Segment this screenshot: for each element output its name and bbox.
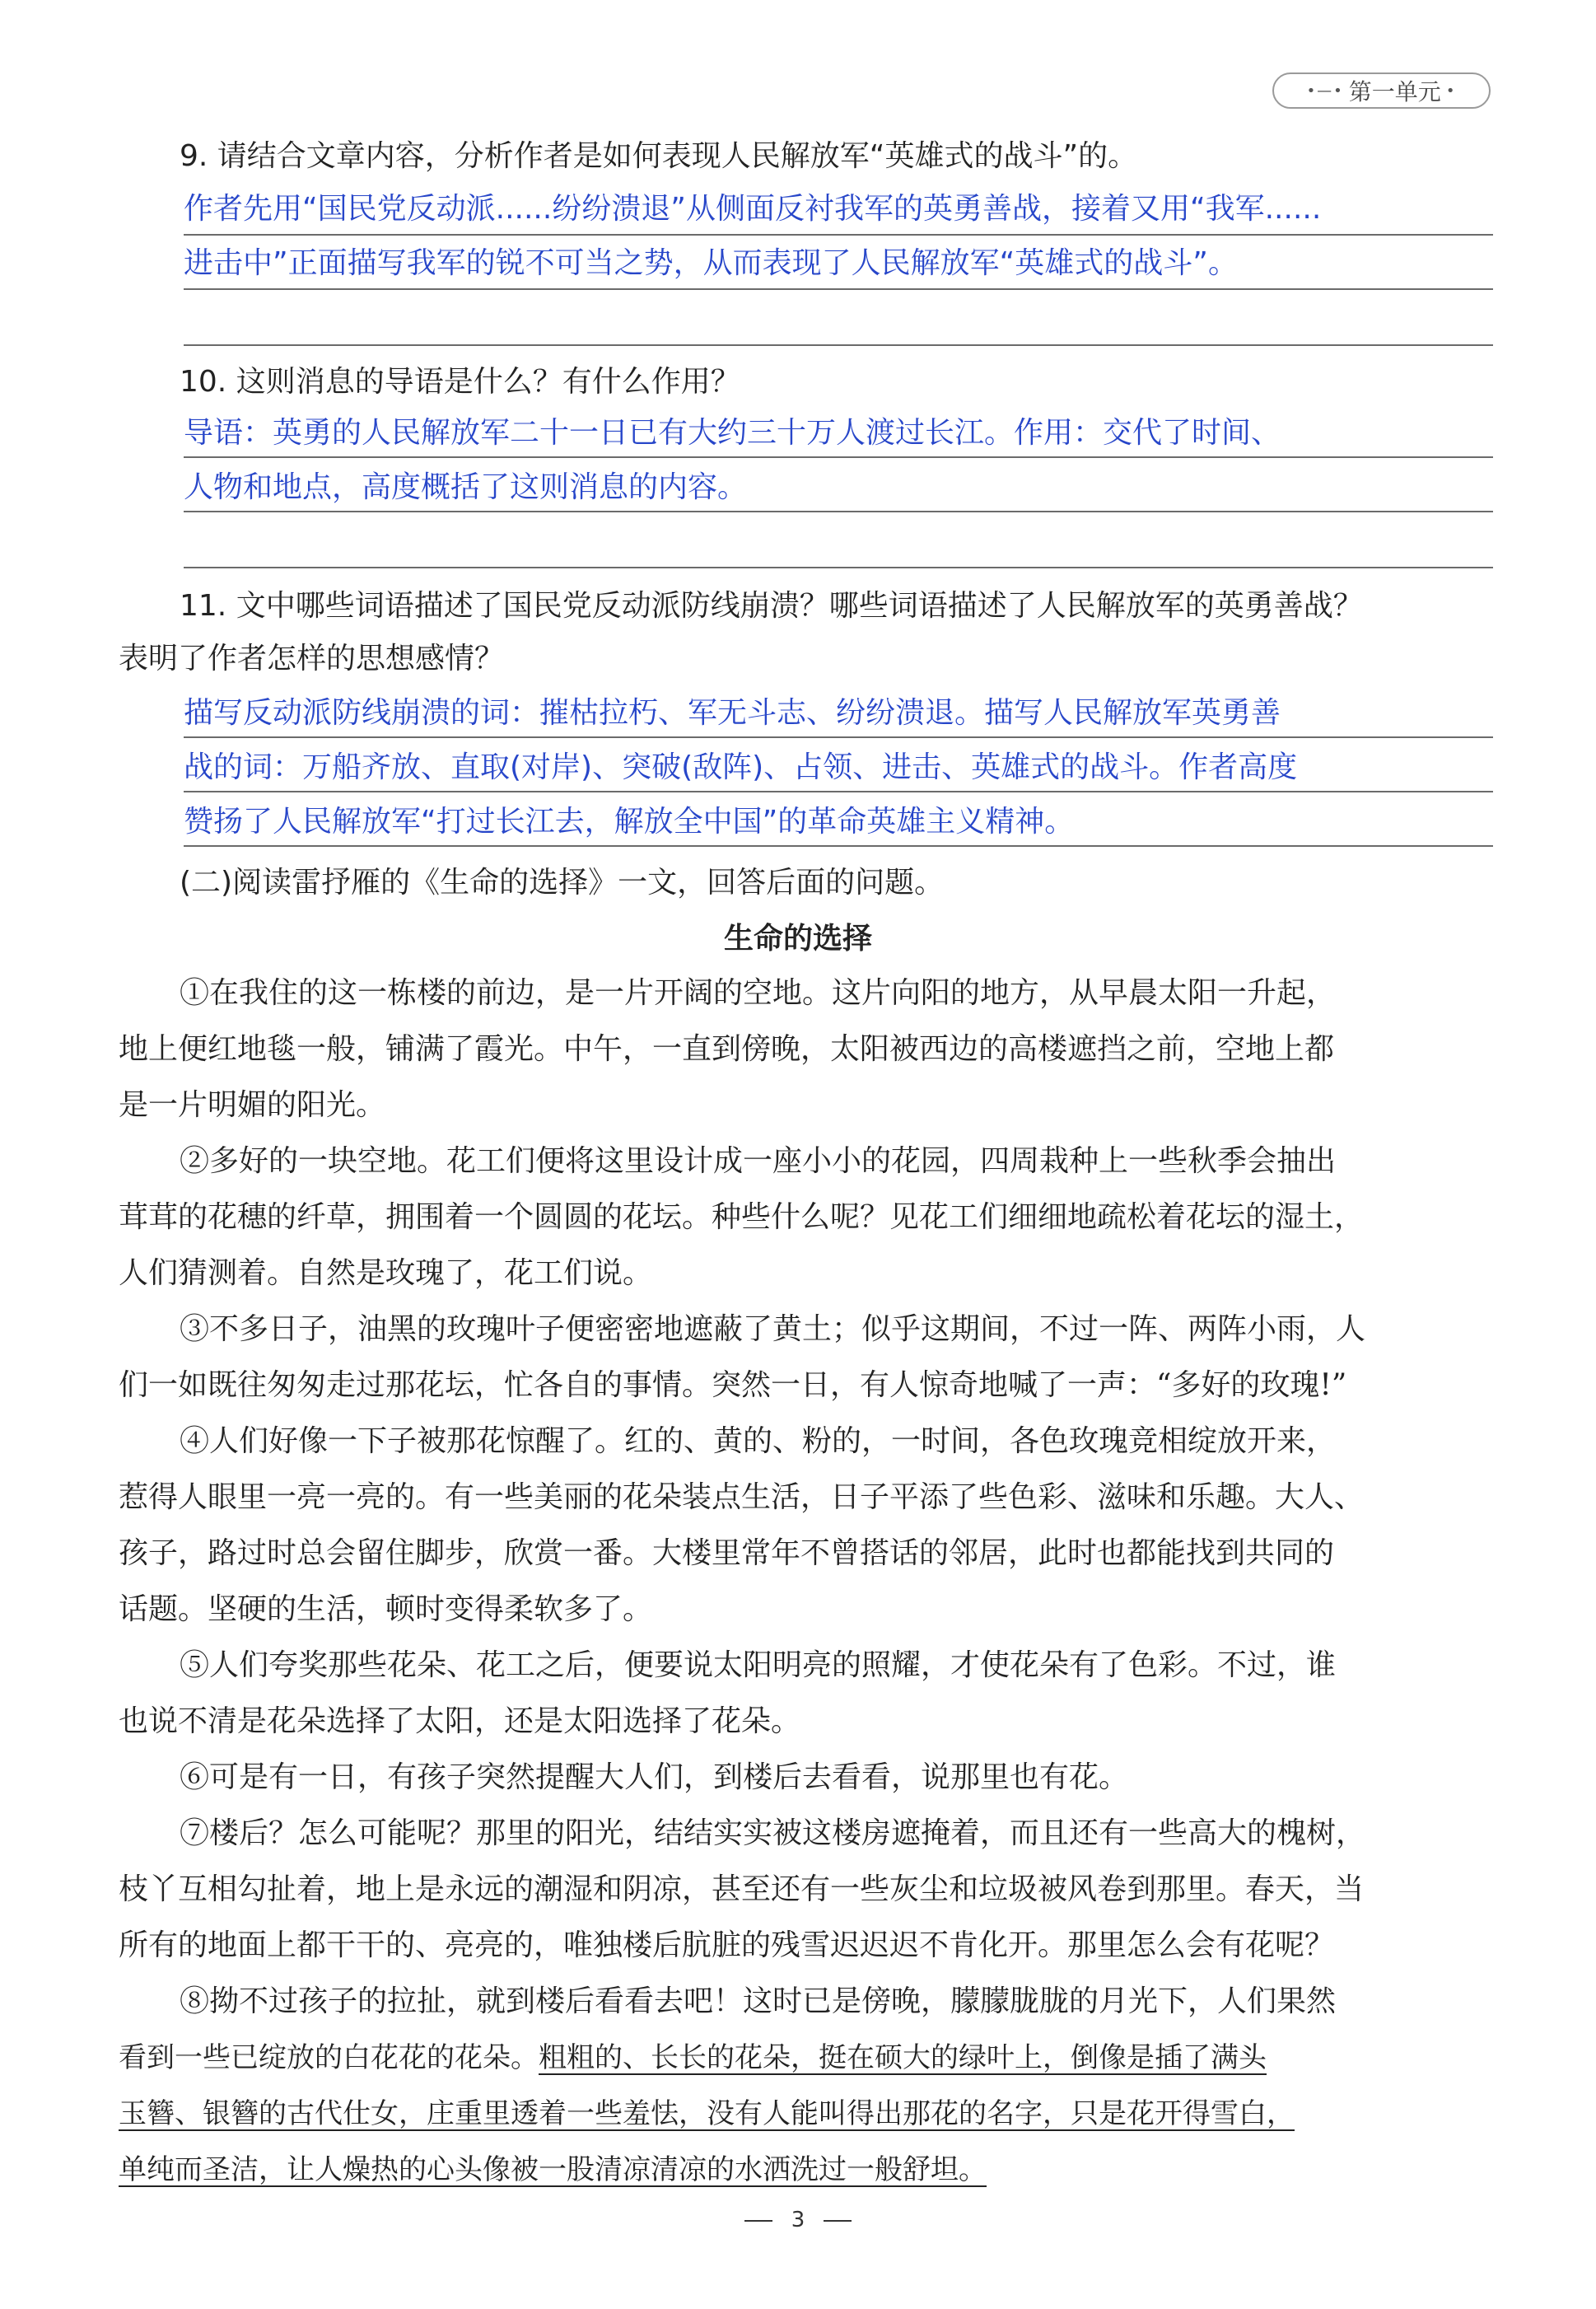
answer-rule [184, 791, 1493, 792]
paragraph-line: ④人们好像一下子被那花惊醒了。红的、黄的、粉的，一时间，各色玫瑰竞相绽放开来， [180, 1424, 1337, 1458]
page-number-footer [0, 2208, 1596, 2232]
q11-answer-line-3: 赞扬了人民解放军“打过长江去，解放全中国”的革命英雄主义精神。 [184, 805, 1075, 839]
paragraph-line: ⑥可是有一日，有孩子突然提醒大人们，到楼后去看看，说那里也有花。 [180, 1760, 1129, 1794]
underlined-paragraph-line: 单纯而圣洁，让人燥热的心头像被一股清凉清凉的水洒洗过一般舒坦。 [119, 2153, 987, 2186]
unit-badge [1272, 72, 1491, 109]
q10-question: 10. 这则消息的导语是什么？有什么作用？ [180, 365, 740, 399]
paragraph-line [119, 2038, 1267, 2078]
answer-rule [184, 456, 1493, 458]
paragraph-line: ⑤人们夸奖那些花朵、花工之后，便要说太阳明亮的照耀，才使花朵有了色彩。不过，谁 [180, 1648, 1337, 1682]
q11-question-line-2: 表明了作者怎样的思想感情？ [119, 642, 505, 675]
answer-rule [184, 344, 1493, 346]
q10-answer-line-2: 人物和地点，高度概括了这则消息的内容。 [184, 470, 748, 504]
q9-question: 9. 请结合文章内容，分析作者是如何表现人民解放军“英雄式的战斗”的。 [180, 139, 1138, 173]
answer-rule [184, 845, 1493, 847]
page-number: 3 [791, 2208, 805, 2232]
answer-rule [184, 511, 1493, 512]
paragraph-line: 也说不清是花朵选择了太阳，还是太阳选择了花朵。 [119, 1704, 801, 1738]
paragraph-line: 茸茸的花穗的纤草，拥围着一个圆圆的花坛。种些什么呢？见花工们细细地疏松着花坛的湿土， [119, 1200, 1365, 1234]
answer-rule [184, 567, 1493, 568]
dash-left-icon [744, 2220, 772, 2222]
paragraph-line: 们一如既往匆匆走过那花坛，忙各自的事情。突然一日，有人惊奇地喊了一声：“多好的玫瑰!” [119, 1368, 1347, 1402]
paragraph-line: ①在我住的这一栋楼的前边，是一片开阔的空地。这片向阳的地方，从早晨太阳一升起， [180, 976, 1337, 1010]
dash-right-icon [824, 2220, 852, 2222]
article-title: 生命的选择 [723, 922, 872, 956]
paragraph-line: 惹得人眼里一亮一亮的。有一些美丽的花朵装点生活，日子平添了些色彩、滋味和乐趣。大人、 [119, 1480, 1365, 1514]
badge-dots-left-icon: •—• [1306, 82, 1344, 100]
paragraph-line: 是一片明媚的阳光。 [119, 1088, 386, 1122]
paragraph-line: 人们猜测着。自然是玫瑰了，花工们说。 [119, 1256, 653, 1290]
paragraph-segment: 看到一些已绽放的白花花的花朵。 [119, 2041, 539, 2074]
q9-answer-line-1: 作者先用“国民党反动派......纷纷溃退”从侧面反衬我军的英勇善战，接着又用“我军...... [184, 192, 1322, 226]
badge-dots-right-icon: • [1445, 82, 1457, 100]
paragraph-line: 所有的地面上都干干的、亮亮的，唯独楼后肮脏的残雪迟迟迟不肯化开。那里怎么会有花呢？ [119, 1928, 1335, 1962]
underlined-segment: 粗粗的、长长的花朵，挺在硕大的绿叶上，倒像是插了满头 [539, 2041, 1267, 2074]
underlined-paragraph-line: 玉簪、银簪的古代仕女，庄重里透着一些羞怯，没有人能叫得出那花的名字，只是花开得雪白， [119, 2097, 1295, 2130]
section2-intro: (二)阅读雷抒雁的《生命的选择》一文，回答后面的问题。 [180, 866, 945, 900]
paragraph-line: 孩子，路过时总会留住脚步，欣赏一番。大楼里常年不曾搭话的邻居，此时也都能找到共同的 [119, 1536, 1335, 1570]
paragraph-line: 话题。坚硬的生活，顿时变得柔软多了。 [119, 1592, 653, 1626]
q11-answer-line-2: 战的词：万船齐放、直取(对岸)、突破(敌阵)、占领、进击、英雄式的战斗。作者高度 [184, 750, 1298, 784]
answer-rule [184, 234, 1493, 236]
answer-rule [184, 736, 1493, 738]
paragraph-line: ⑧拗不过孩子的拉扯，就到楼后看看去吧！这时已是傍晚，朦朦胧胧的月光下，人们果然 [180, 1984, 1337, 2018]
unit-label: 第一单元 [1348, 78, 1441, 105]
q11-answer-line-1: 描写反动派防线崩溃的词：摧枯拉朽、军无斗志、纷纷溃退。描写人民解放军英勇善 [184, 696, 1281, 730]
q10-answer-line-1: 导语：英勇的人民解放军二十一日已有大约三十万人渡过长江。作用：交代了时间、 [184, 416, 1281, 450]
paragraph-line: 地上便红地毯一般，铺满了霞光。中午，一直到傍晚，太阳被西边的高楼遮挡之前，空地上都 [119, 1032, 1335, 1066]
paragraph-line: ②多好的一块空地。花工们便将这里设计成一座小小的花园，四周栽种上一些秋季会抽出 [180, 1144, 1337, 1178]
q9-answer-line-2: 进击中”正面描写我军的锐不可当之势，从而表现了人民解放军“英雄式的战斗”。 [184, 246, 1238, 280]
paragraph-line: ⑦楼后？怎么可能呢？那里的阳光，结结实实被这楼房遮掩着，而且还有一些高大的槐树， [180, 1816, 1366, 1850]
answer-rule [184, 288, 1493, 290]
paragraph-line: 枝丫互相勾扯着，地上是永远的潮湿和阴凉，甚至还有一些灰尘和垃圾被风卷到那里。春天，当 [119, 1872, 1365, 1906]
q11-question-line-1: 11. 文中哪些词语描述了国民党反动派防线崩溃？哪些词语描述了人民解放军的英勇善战？ [180, 589, 1363, 623]
paragraph-line: ③不多日子，油黑的玫瑰叶子便密密地遮蔽了黄土；似乎这期间，不过一阵、两阵小雨，人 [180, 1312, 1366, 1346]
